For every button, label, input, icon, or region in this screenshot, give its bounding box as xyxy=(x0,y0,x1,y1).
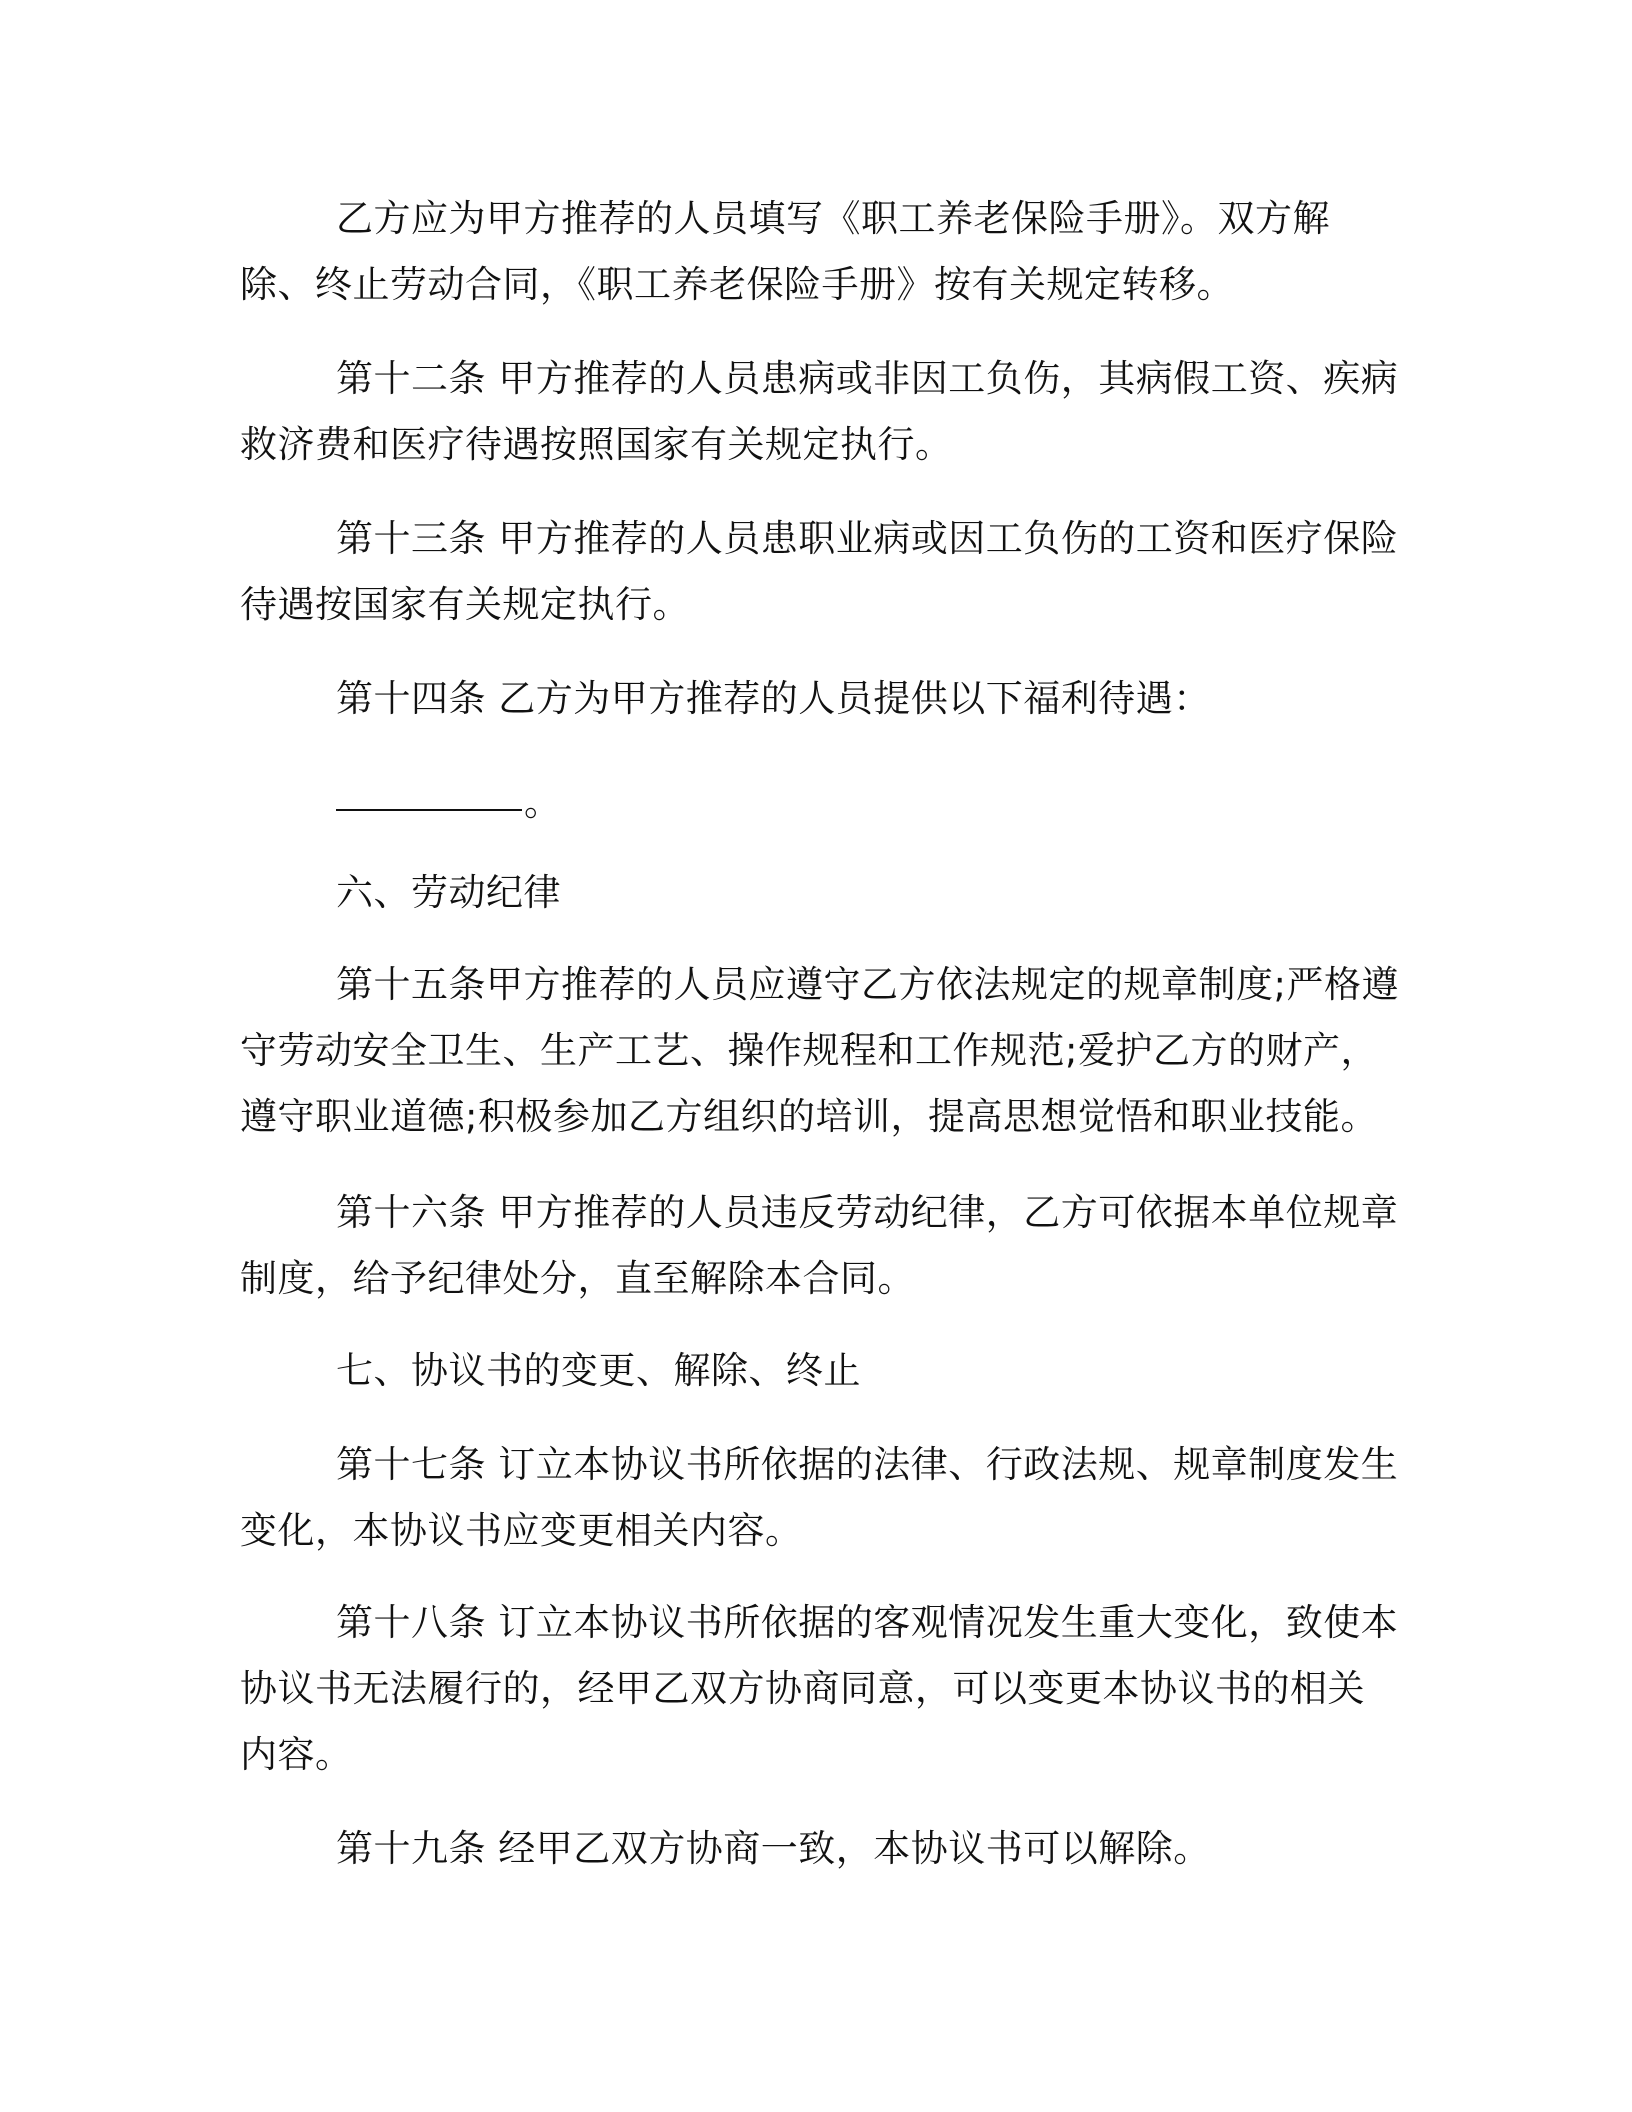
article-15: 第十五条甲方推荐的人员应遵守乙方依法规定的规章制度;严格遵守劳动安全卫生、生产工艺、操作规程和工作规范;爱护乙方的财产，遵守职业道德;积极参加乙方组织的培训，提高思想觉悟和职业技能。 xyxy=(240,963,1399,1138)
article-12: 第十二条 甲方推荐的人员患病或非因工负伤，其病假工资、疾病救济费和医疗待遇按照国家有关规定执行。 xyxy=(240,357,1399,466)
article-18: 第十八条 订立本协议书所依据的客观情况发生重大变化，致使本协议书无法履行的，经甲乙双方协商同意，可以变更本协议书的相关内容。 xyxy=(240,1601,1399,1776)
blank-line-period: 。 xyxy=(524,781,562,824)
section-heading-labor-discipline: 六、劳动纪律 xyxy=(336,871,561,914)
article-16: 第十六条 甲方推荐的人员违反劳动纪律，乙方可依据本单位规章制度，给予纪律处分，直至解除本合同。 xyxy=(240,1191,1399,1300)
article-14: 第十四条 乙方为甲方推荐的人员提供以下福利待遇： xyxy=(336,677,1211,720)
paragraph-pension-handbook: 乙方应为甲方推荐的人员填写《职工养老保险手册》。双方解除、终止劳动合同，《职工养老保险手册》按有关规定转移。 xyxy=(240,197,1330,306)
welfare-blank-line xyxy=(240,770,1400,836)
article-19: 第十九条 经甲乙双方协商一致，本协议书可以解除。 xyxy=(336,1827,1211,1870)
section-heading-agreement-changes: 七、协议书的变更、解除、终止 xyxy=(336,1349,861,1392)
blank-underline xyxy=(336,809,522,811)
article-13: 第十三条 甲方推荐的人员患职业病或因工负伤的工资和医疗保险待遇按国家有关规定执行。 xyxy=(240,517,1399,626)
article-17: 第十七条 订立本协议书所依据的法律、行政法规、规章制度发生变化，本协议书应变更相关内容。 xyxy=(240,1443,1399,1552)
